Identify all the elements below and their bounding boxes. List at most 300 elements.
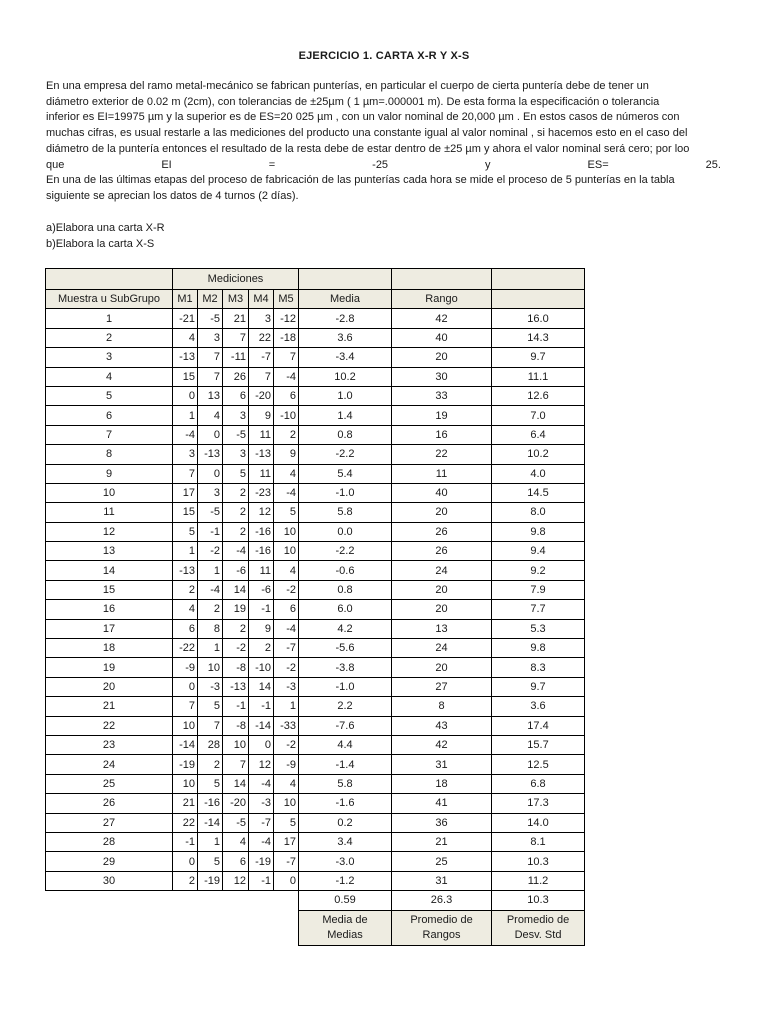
m3-cell: 6	[223, 386, 249, 405]
m1-cell: 2	[173, 871, 198, 890]
m1-cell: 4	[173, 600, 198, 619]
table-row	[46, 386, 585, 405]
m2-cell: 4	[198, 406, 223, 425]
media-cell: -1.0	[299, 483, 392, 502]
m5-cell: 10	[274, 542, 299, 561]
table-row	[46, 464, 585, 483]
m3-cell: -1	[223, 697, 249, 716]
std-cell: 9.7	[492, 677, 585, 696]
std-cell: 9.7	[492, 348, 585, 367]
subgroup-cell: 21	[46, 697, 173, 716]
header-blank-cell	[492, 269, 585, 290]
m1-cell: 2	[173, 580, 198, 599]
measurements-body	[46, 309, 585, 891]
subgroup-cell: 11	[46, 503, 173, 522]
subgroup-cell: 30	[46, 871, 173, 890]
m1-cell: 0	[173, 677, 198, 696]
summary-mean-range: 26.3	[392, 891, 492, 910]
m1-cell: 10	[173, 716, 198, 735]
rango-cell: 33	[392, 386, 492, 405]
m5-cell: -4	[274, 367, 299, 386]
subgroup-cell: 6	[46, 406, 173, 425]
m5-cell: 10	[274, 522, 299, 541]
media-cell: -2.8	[299, 309, 392, 328]
media-cell: 0.8	[299, 580, 392, 599]
problem-statement	[46, 79, 721, 205]
subgroup-cell: 29	[46, 852, 173, 871]
media-cell: -2.2	[299, 445, 392, 464]
rango-cell: 20	[392, 348, 492, 367]
m4-cell: -1	[249, 871, 274, 890]
m4-cell: 12	[249, 755, 274, 774]
m2-cell: 1	[198, 832, 223, 851]
m5-cell: 6	[274, 386, 299, 405]
m2-cell: 1	[198, 561, 223, 580]
rango-cell: 42	[392, 309, 492, 328]
measurements-table	[45, 268, 585, 946]
std-cell: 7.0	[492, 406, 585, 425]
summary-label-rango	[392, 910, 492, 945]
m1-cell: -21	[173, 309, 198, 328]
rango-cell: 31	[392, 755, 492, 774]
rango-cell: 11	[392, 464, 492, 483]
m1-cell: -13	[173, 561, 198, 580]
subgroup-cell: 20	[46, 677, 173, 696]
subgroup-cell: 22	[46, 716, 173, 735]
subgroup-cell: 2	[46, 328, 173, 347]
m3-cell: -8	[223, 716, 249, 735]
std-cell: 8.3	[492, 658, 585, 677]
m4-cell: -23	[249, 483, 274, 502]
rango-cell: 36	[392, 813, 492, 832]
m4-cell: -16	[249, 522, 274, 541]
spec-limits-line	[46, 158, 721, 174]
subgroup-cell: 15	[46, 580, 173, 599]
media-cell: 5.8	[299, 503, 392, 522]
std-cell: 6.8	[492, 774, 585, 793]
statement-line: diámetro exterior de 0.02 m (2cm), con tolerancias de ±25µm ( 1 µm=.000001 m). De esta forma la especificación o tolerancia	[46, 95, 660, 108]
task-item: a)Elabora una carta X-R	[46, 222, 165, 234]
m2-cell: 0	[198, 425, 223, 444]
m5-cell: 4	[274, 561, 299, 580]
media-cell: 0.0	[299, 522, 392, 541]
spec-word: y	[485, 158, 491, 171]
spec-word: =	[268, 158, 276, 171]
table-row	[46, 328, 585, 347]
subgroup-cell: 1	[46, 309, 173, 328]
m4-cell: 9	[249, 619, 274, 638]
subgroup-cell: 25	[46, 774, 173, 793]
m3-cell: -5	[223, 813, 249, 832]
spec-word: -25	[372, 158, 389, 171]
m4-cell: -19	[249, 852, 274, 871]
std-cell: 14.0	[492, 813, 585, 832]
spec-word: que	[46, 158, 65, 171]
media-cell: -1.0	[299, 677, 392, 696]
m5-cell: 17	[274, 832, 299, 851]
m5-cell: -10	[274, 406, 299, 425]
m1-cell: 21	[173, 794, 198, 813]
statement-line: diámetro de la puntería entonces el resultado de la resta debe de estar dentro de ±25 µm y ahora el valor nominal será cero; por loo	[46, 142, 690, 155]
table-row	[46, 735, 585, 754]
media-cell: 0.8	[299, 425, 392, 444]
m5-cell: 0	[274, 871, 299, 890]
m3-cell: 3	[223, 406, 249, 425]
mediciones-group-header: Mediciones	[173, 269, 299, 290]
m5-cell: -4	[274, 619, 299, 638]
subgroup-cell: 5	[46, 386, 173, 405]
m1-cell: 7	[173, 464, 198, 483]
std-cell: 5.3	[492, 619, 585, 638]
media-cell: -3.0	[299, 852, 392, 871]
std-cell: 9.8	[492, 522, 585, 541]
m5-cell: -33	[274, 716, 299, 735]
rango-cell: 21	[392, 832, 492, 851]
subgroup-cell: 9	[46, 464, 173, 483]
m4-cell: 11	[249, 561, 274, 580]
m4-cell: -6	[249, 580, 274, 599]
m4-cell: -4	[249, 832, 274, 851]
std-cell: 4.0	[492, 464, 585, 483]
label-line: Promedio de	[506, 913, 570, 926]
table-row	[46, 639, 585, 658]
m3-cell: 6	[223, 852, 249, 871]
subgroup-cell: 18	[46, 639, 173, 658]
m2-cell: 3	[198, 483, 223, 502]
subgroup-cell: 23	[46, 735, 173, 754]
table-row	[46, 503, 585, 522]
rango-cell: 20	[392, 600, 492, 619]
m5-cell: -7	[274, 852, 299, 871]
m3-cell: 4	[223, 832, 249, 851]
table-row	[46, 619, 585, 638]
m2-cell: 7	[198, 716, 223, 735]
subgroup-cell: 16	[46, 600, 173, 619]
std-cell: 17.4	[492, 716, 585, 735]
std-cell: 8.1	[492, 832, 585, 851]
subgroup-cell: 26	[46, 794, 173, 813]
subgroup-cell: 13	[46, 542, 173, 561]
m4-cell: 3	[249, 309, 274, 328]
m2-cell: -13	[198, 445, 223, 464]
table-row	[46, 542, 585, 561]
rango-cell: 22	[392, 445, 492, 464]
m3-cell: -4	[223, 542, 249, 561]
rango-cell: 40	[392, 328, 492, 347]
table-row	[46, 774, 585, 793]
m2-cell: 2	[198, 755, 223, 774]
m5-cell: 9	[274, 445, 299, 464]
m4-cell: -16	[249, 542, 274, 561]
rango-cell: 30	[392, 367, 492, 386]
m1-cell: 1	[173, 406, 198, 425]
media-cell: -2.2	[299, 542, 392, 561]
m3-cell: 7	[223, 328, 249, 347]
statement-line: siguiente se aprecian los datos de 4 turnos (2 días).	[46, 189, 299, 202]
rango-cell: 26	[392, 522, 492, 541]
rango-cell: 42	[392, 735, 492, 754]
label-line: Promedio de	[410, 913, 473, 926]
media-cell: -0.6	[299, 561, 392, 580]
std-cell: 3.6	[492, 697, 585, 716]
table-row	[46, 561, 585, 580]
m2-cell: 3	[198, 328, 223, 347]
m4-cell: 0	[249, 735, 274, 754]
rango-cell: 26	[392, 542, 492, 561]
std-cell: 10.2	[492, 445, 585, 464]
rango-cell: 20	[392, 503, 492, 522]
label-line: Medias	[327, 928, 363, 941]
m3-cell: 19	[223, 600, 249, 619]
m3-cell: -11	[223, 348, 249, 367]
subgroup-cell: 14	[46, 561, 173, 580]
subgroup-cell: 4	[46, 367, 173, 386]
m2-cell: -5	[198, 503, 223, 522]
m2-cell: -1	[198, 522, 223, 541]
m4-cell: 11	[249, 464, 274, 483]
m4-cell: -14	[249, 716, 274, 735]
m4-cell: 11	[249, 425, 274, 444]
m4-cell: -1	[249, 600, 274, 619]
std-cell: 6.4	[492, 425, 585, 444]
column-header-rango: Rango	[392, 290, 492, 309]
media-cell: 1.4	[299, 406, 392, 425]
rango-cell: 40	[392, 483, 492, 502]
table-row	[46, 658, 585, 677]
m3-cell: -8	[223, 658, 249, 677]
m5-cell: 2	[274, 425, 299, 444]
std-cell: 17.3	[492, 794, 585, 813]
table-row	[46, 716, 585, 735]
summary-mean-std: 10.3	[492, 891, 585, 910]
m2-cell: 10	[198, 658, 223, 677]
column-header-subgroup: Muestra u SubGrupo	[46, 290, 173, 309]
table-row	[46, 348, 585, 367]
m4-cell: -13	[249, 445, 274, 464]
m5-cell: -2	[274, 658, 299, 677]
table-row	[46, 367, 585, 386]
m2-cell: -5	[198, 309, 223, 328]
media-cell: 6.0	[299, 600, 392, 619]
statement-line: muchas cifras, es usual restarle a las mediciones del producto una constante igual al valor nominal , si hacemos esto en el caso del	[46, 127, 688, 140]
subgroup-cell: 27	[46, 813, 173, 832]
std-cell: 14.3	[492, 328, 585, 347]
column-header-media: Media	[299, 290, 392, 309]
m5-cell: -12	[274, 309, 299, 328]
m4-cell: 14	[249, 677, 274, 696]
m2-cell: 2	[198, 600, 223, 619]
label-line: Desv. Std	[514, 928, 562, 941]
m3-cell: 12	[223, 871, 249, 890]
media-cell: -7.6	[299, 716, 392, 735]
m2-cell: -3	[198, 677, 223, 696]
media-cell: 3.4	[299, 832, 392, 851]
m1-cell: 0	[173, 386, 198, 405]
m1-cell: -1	[173, 832, 198, 851]
m3-cell: -20	[223, 794, 249, 813]
statement-line: En una empresa del ramo metal-mecánico se fabrican punterías, en particular el cuerpo de cierta puntería debe de tener un	[46, 80, 649, 92]
m1-cell: 6	[173, 619, 198, 638]
table-row	[46, 813, 585, 832]
m5-cell: -9	[274, 755, 299, 774]
m1-cell: 22	[173, 813, 198, 832]
m1-cell: 1	[173, 542, 198, 561]
exercise-title: EJERCICIO 1. CARTA X-R Y X-S	[298, 50, 470, 62]
m5-cell: 1	[274, 697, 299, 716]
column-header-m3: M3	[223, 290, 249, 309]
m5-cell: -2	[274, 580, 299, 599]
m2-cell: 5	[198, 697, 223, 716]
media-cell: 5.8	[299, 774, 392, 793]
rango-cell: 27	[392, 677, 492, 696]
m3-cell: 21	[223, 309, 249, 328]
m5-cell: 7	[274, 348, 299, 367]
table-row	[46, 580, 585, 599]
summary-label-std	[492, 910, 585, 945]
m1-cell: 5	[173, 522, 198, 541]
m3-cell: -2	[223, 639, 249, 658]
summary-label-media	[299, 910, 392, 945]
rango-cell: 16	[392, 425, 492, 444]
summary-mean-of-means: 0.59	[299, 891, 392, 910]
std-cell: 15.7	[492, 735, 585, 754]
table-row	[46, 406, 585, 425]
spec-word: 25.	[705, 158, 721, 171]
m3-cell: 3	[223, 445, 249, 464]
m2-cell: 13	[198, 386, 223, 405]
m5-cell: -18	[274, 328, 299, 347]
rango-cell: 43	[392, 716, 492, 735]
std-cell: 8.0	[492, 503, 585, 522]
rango-cell: 18	[392, 774, 492, 793]
m1-cell: 4	[173, 328, 198, 347]
m5-cell: -2	[274, 735, 299, 754]
table-row	[46, 832, 585, 851]
media-cell: -3.8	[299, 658, 392, 677]
m1-cell: -9	[173, 658, 198, 677]
m4-cell: -10	[249, 658, 274, 677]
m5-cell: 5	[274, 503, 299, 522]
table-row	[46, 677, 585, 696]
m1-cell: -13	[173, 348, 198, 367]
m1-cell: 3	[173, 445, 198, 464]
rango-cell: 13	[392, 619, 492, 638]
m3-cell: -5	[223, 425, 249, 444]
table-row	[46, 522, 585, 541]
table-row	[46, 483, 585, 502]
std-cell: 7.9	[492, 580, 585, 599]
m2-cell: 8	[198, 619, 223, 638]
m2-cell: -16	[198, 794, 223, 813]
media-cell: 5.4	[299, 464, 392, 483]
summary-spacer	[46, 891, 299, 910]
subgroup-cell: 8	[46, 445, 173, 464]
rango-cell: 24	[392, 639, 492, 658]
subgroup-cell: 24	[46, 755, 173, 774]
spec-word: EI	[161, 158, 172, 171]
label-line: Media de	[322, 913, 368, 926]
table-row	[46, 600, 585, 619]
m1-cell: -4	[173, 425, 198, 444]
header-blank-cell	[299, 269, 392, 290]
m5-cell: -3	[274, 677, 299, 696]
rango-cell: 31	[392, 871, 492, 890]
column-header-std	[492, 290, 585, 309]
std-cell: 11.1	[492, 367, 585, 386]
media-cell: -1.2	[299, 871, 392, 890]
m3-cell: -6	[223, 561, 249, 580]
m4-cell: 22	[249, 328, 274, 347]
m2-cell: -19	[198, 871, 223, 890]
m3-cell: 2	[223, 483, 249, 502]
m3-cell: 14	[223, 580, 249, 599]
m3-cell: 26	[223, 367, 249, 386]
m4-cell: -7	[249, 813, 274, 832]
spec-word: ES=	[587, 158, 609, 171]
m3-cell: -13	[223, 677, 249, 696]
m2-cell: 5	[198, 852, 223, 871]
task-list	[46, 220, 165, 252]
m5-cell: 4	[274, 464, 299, 483]
media-cell: -1.4	[299, 755, 392, 774]
m5-cell: 10	[274, 794, 299, 813]
subgroup-cell: 19	[46, 658, 173, 677]
table-row	[46, 871, 585, 890]
m3-cell: 2	[223, 522, 249, 541]
m2-cell: -14	[198, 813, 223, 832]
std-cell: 14.5	[492, 483, 585, 502]
rango-cell: 19	[392, 406, 492, 425]
m1-cell: -19	[173, 755, 198, 774]
m1-cell: 0	[173, 852, 198, 871]
m3-cell: 7	[223, 755, 249, 774]
rango-cell: 8	[392, 697, 492, 716]
std-cell: 7.7	[492, 600, 585, 619]
rango-cell: 24	[392, 561, 492, 580]
rango-cell: 20	[392, 658, 492, 677]
m2-cell: 7	[198, 348, 223, 367]
m5-cell: 6	[274, 600, 299, 619]
m4-cell: -1	[249, 697, 274, 716]
subgroup-cell: 7	[46, 425, 173, 444]
column-header-m4: M4	[249, 290, 274, 309]
std-cell: 10.3	[492, 852, 585, 871]
m4-cell: -20	[249, 386, 274, 405]
m3-cell: 14	[223, 774, 249, 793]
task-item: b)Elabora la carta X-S	[46, 238, 155, 250]
summary-spacer	[46, 910, 299, 945]
m1-cell: 15	[173, 503, 198, 522]
std-cell: 11.2	[492, 871, 585, 890]
m1-cell: 15	[173, 367, 198, 386]
table-row	[46, 755, 585, 774]
rango-cell: 25	[392, 852, 492, 871]
std-cell: 16.0	[492, 309, 585, 328]
m5-cell: -4	[274, 483, 299, 502]
m5-cell: 4	[274, 774, 299, 793]
label-line: Rangos	[422, 928, 461, 941]
rango-cell: 41	[392, 794, 492, 813]
rango-cell: 20	[392, 580, 492, 599]
media-cell: 10.2	[299, 367, 392, 386]
header-blank-cell	[46, 269, 173, 290]
m2-cell: 28	[198, 735, 223, 754]
m2-cell: 0	[198, 464, 223, 483]
m1-cell: 10	[173, 774, 198, 793]
table-row	[46, 309, 585, 328]
m2-cell: 5	[198, 774, 223, 793]
std-cell: 9.4	[492, 542, 585, 561]
